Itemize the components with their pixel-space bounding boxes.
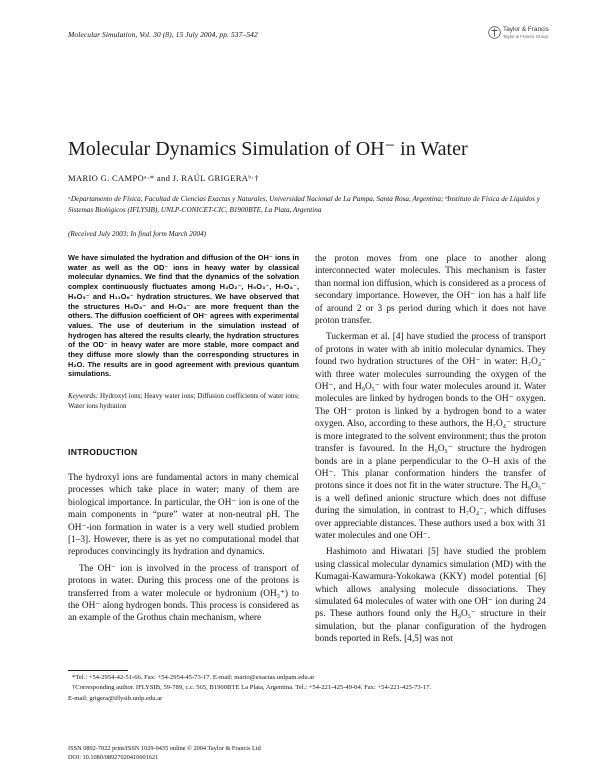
left-column bbox=[68, 253, 299, 625]
issn-line: ISSN 0892-7022 print/ISSN 1029-0435 online © 2004 Taylor & Francis Ltd bbox=[68, 745, 261, 752]
publisher-logo bbox=[488, 24, 550, 42]
paragraph: The hydroxyl ions are fundamental actors in many chemical processes which take place in water; many of them are biological importance. In particular, the OH⁻ ion is one of the main components in “pure” water at non-neutral pH. The OH⁻-ion formation in water is a very well studied problem [1–3]. However, there is as yet no computational model that reproduces convincingly its hydration and dynamics. bbox=[68, 472, 299, 558]
publisher-name: Taylor & Francis bbox=[503, 26, 549, 33]
publisher-logo-icon bbox=[488, 26, 501, 39]
paragraph: Tuckerman et al. [4] have studied the process of transport of protons in water with ab initio molecular dynamics. They found two hydration structures of the OH⁻ in water: H₇O₄⁻ with three water molecules surrounding the oxygen of the OH⁻, and H₉O₅⁻ with four water molecules around it. Water molecules are linked by hydrogen bonds to the OH⁻ oxygen. The OH⁻ proton is linked by a hydrogen bond to a water oxygen. Also, according to these authors, the H₇O₄⁻ structure is more integrated to the solvent environment; thus the proton transfer is favoured. In the H₉O₅⁻ structure the hydrogen bonds are in a plane perpendicular to the O–H axis of the OH⁻. This planar conformation hinders the transfer of protons since it does not fit in the water structure. The H₉O₅⁻ is a well defined anionic structure which does not diffuse during the simulation, in contrast to H₇O₄⁻, which diffuses over appreciable distances. These authors used a box with 31 water molecules and one OH⁻. bbox=[315, 332, 546, 541]
footnote: *Tel.: +54-2954-42-51-66. Fax: +54-2954-45-73-17. E-mail: mario@exactas.unlpam.edu.ar bbox=[72, 674, 315, 681]
received-dates: (Received July 2003; In final form March 2004) bbox=[68, 230, 207, 238]
section-heading-introduction: INTRODUCTION bbox=[68, 446, 138, 457]
keywords bbox=[68, 392, 299, 411]
abstract: We have simulated the hydration and diffusion of the OH⁻ ions in water as well as the OD⁻ ions in heavy water by classical molecular dynamics. We find that the dynamics of the solvation complex continuously fluctuates among H₃O₂⁻, H₅O₃⁻, H₇O₄⁻, H₉O₅⁻ and H₁₁O₆⁻ hydration structures. We have observed that the structures H₅O₃⁻ and H₇O₄⁻ are more frequent than the others. The diffusion coefficient of OH⁻ agrees with experimental values. The use of deuterium in the simulation instead of hydrogen has altered the results clearly, the hydration structures of the OD⁻ in heavy water are more stable, more compact and they diffuse more slowly than the corresponding structures in H₂O. The results are in good agreement with previous quantum simulations. bbox=[68, 253, 299, 379]
footnote: †Corresponding author. IFLYSIB, 59-789, c.c. 565, B1900BTE La Plata, Argentina. Tel.: +54-221-425-49-04. Fax: +54-221-425-73-17. bbox=[72, 684, 432, 692]
keywords-text: Hydroxyl ions; Heavy water ions; Diffusion coefficients of water ions; Water ions hydration bbox=[68, 392, 300, 410]
publication-meta bbox=[68, 745, 261, 763]
footnotes bbox=[68, 673, 550, 704]
paragraph: the proton moves from one place to another along interconnected water molecules. This mechanism is faster than normal ion diffusion, which is considered as a process of secondary importance. However, the OH⁻ ion has a half life of around 2 or 3 ps period during which it does not have proton transfer. bbox=[315, 254, 546, 327]
running-head: Molecular Simulation, Vol. 30 (8), 15 July 2004, pp. 537–542 bbox=[68, 30, 258, 39]
paragraph: Hashimoto and Hiwatari [5] have studied the problem using classical molecular dynamics simulation (MD) with the Kumagai-Kawamura-Yokokawa (KKY) model potential [6] which allows analysing molecule dissociations. They simulated 64 molecules of water with one OH⁻ ion during 24 ps. These authors found only the H₉O₅⁻ structure in their simulation, but the planar configuration of the hydrogen bonds reported in Refs. [4,5] was not bbox=[315, 547, 546, 645]
page-title: Molecular Dynamics Simulation of OH⁻ in Water bbox=[68, 138, 468, 160]
authors: MARIO G. CAMPOᵃ·* and J. RAÚL GRIGERAᵇ·† bbox=[68, 173, 259, 183]
doi-line: DOI: 10.1080/08927020410001621 bbox=[68, 753, 159, 761]
paragraph: The OH⁻ ion is involved in the process of transport of protons in water. During this process one of the protons is transferred from a water molecule or hydronium (OH₃⁺) to the OH⁻ along hydrogen bonds. This process is considered as an example of the Grothus chain mechanism, where bbox=[68, 563, 299, 624]
affiliation: ᵃDepartamento de Física, Facultad de Ciencias Exactas y Naturales, Universidad Nacional de La Pampa, Santa Rosa, Argentina; ᵇInstituto de Física de Líquidos y Sistemas Biológicos (IFLYSIB), UNLP-CONICET-CIC, B1900BTE, La Plata, Argentina bbox=[68, 195, 540, 214]
right-column bbox=[315, 253, 546, 646]
footnote-divider bbox=[68, 670, 128, 671]
keywords-label: Keywords: bbox=[68, 392, 99, 401]
footnote: E-mail: grigera@iflysib.unlp.edu.ar bbox=[68, 694, 163, 702]
publisher-subname: Taylor & Francis Group bbox=[503, 34, 548, 39]
